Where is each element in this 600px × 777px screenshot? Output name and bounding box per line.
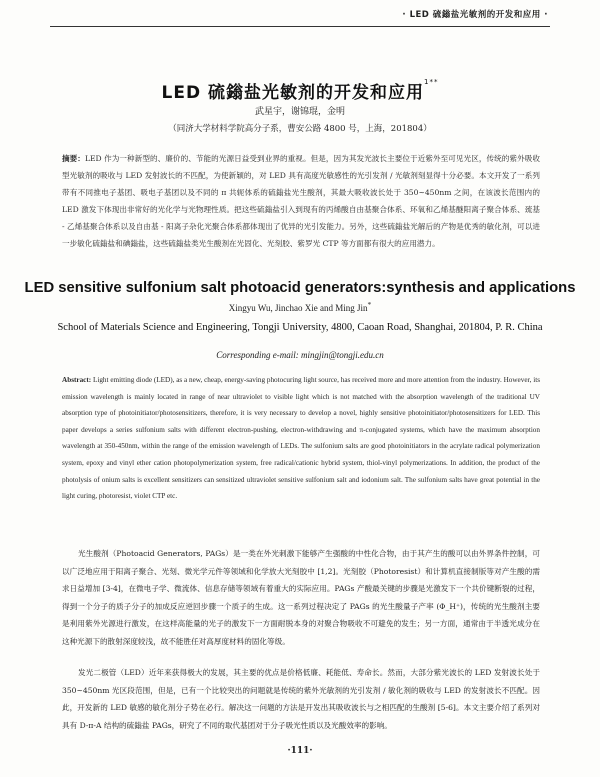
- running-header: · LED 硫鎓盐光敏剂的开发和应用 ·: [402, 10, 548, 20]
- english-abstract-label: Abstract:: [62, 376, 92, 384]
- chinese-abstract-text: LED 作为一种新型的、廉价的、节能的光源日益受到业界的重视。但是，因为其发光波长主要位于近紫外至可见光区，传统的紫外吸收型光敏剂的吸收与 LED 发射波长的不匹配，为使新颖的，对 LED 具有高度光敏感性的光引发剂 / 光敏剂刻显得十分必要。本文开发了一系列带有不同推电子基团、吸电子基团以及不同的 π 共轭体系的硫鎓盐光生酸剂，其最大吸收波长处于 350~450nm 之间，在该波长范围内的 LED 激发下体现出非常好的光化学与光物理性质。把这些硫鎓盐引入到现有的丙烯酸自由基聚合体系、环氧和乙烯基醚阳离子聚合体系、巯基 - 乙烯基聚合体系以及自由基 - 阳离子杂化光聚合体系都体现出了优异的光引发能力。另外，这些硫鎓盐光解后的产物是优秀的敏化剂，可以进一步敏化硫鎓盐和碘鎓盐，这些硫鎓盐类光生酸剂在光固化、光刻胶、紫罗光 CTP 等方面都有很大的应用潜力。: [62, 154, 540, 248]
- chinese-authors: 武星宇，谢锦琨，金明: [254, 107, 345, 117]
- chinese-affiliation: （同济大学材料学院高分子系，曹安公路 4800 号，上海，201804）: [168, 124, 432, 134]
- body-paragraph-1: 光生酸剂（Photoacid Generators, PAGs）是一类在外光刺激下能够产生强酸的中性化合物，由于其产生的酸可以由外界条件控制，可以广泛地应用于阳离子聚合、光刻、微光学元件等领域和化学放大光刻胶中 [1,2]。光刻胶（Photoresist）和计算机直接制版等对产生酸的需求日益增加 [3-4]，在微电子学、微流体、信息存储等领域有着重大的实际应用。PAGs 产酸最关键的步骤是光激发下一个共价键断裂的过程，得到一个分子的质子分子的加成反应逆回步骤一个质子的生成。这一系列过程决定了 PAGs 的光生酸量子产率 (Φ_H⁺)，传统的光生酸剂主要是利用紫外光源进行激发，在这样高能量的光子的激发下一方面耐脱本身的对聚合物吸收不可避免的发生；另一方面，通常由于半透光成分在这种光源下的散射深度较浅，故不能胜任对高厚度材料的固化等级。: [62, 549, 540, 646]
- chinese-abstract: [62, 150, 540, 252]
- corresponding-author-mark: *: [367, 300, 372, 309]
- english-title: LED sensitive sulfonium salt photoacid generators:synthesis and applications: [24, 280, 576, 296]
- chinese-abstract-label: 摘要：: [62, 154, 85, 163]
- english-affiliation: School of Materials Science and Engineering, Tongji University, 4800, Caoan Road, Shanghai, 201804, P. R. China: [57, 322, 543, 333]
- body-paragraph-2: 发光二极管（LED）近年来获得极大的发展，其主要的优点是价格低廉、耗能低、寿命长。然而，大部分紫光波长的 LED 发射波长处于 350~450nm 光区段范围，但是，已有一个比较突出的问题就是传统的紫外光敏剂的光引发剂 / 敏化剂的吸收与 LED 的发射波长不匹配。因此，开发新的 LED 敏感的敏化剂分子势在必行。解决这一问题的方法是开发出其吸收波长与之相匹配的生酸剂 [5-6]。本文主要介绍了系列对具有 D-π-A 结构的硫鎓盐 PAGs，研究了不同的取代基团对于分子吸光性质以及光酸效率的影响。: [62, 668, 540, 730]
- title-footnote-mark: 1**: [424, 78, 439, 86]
- english-abstract: [62, 372, 540, 505]
- page-number: ·111·: [287, 746, 313, 756]
- english-authors: [0, 300, 600, 313]
- chinese-title-text: LED 硫鎓盐光敏剂的开发和应用: [161, 83, 424, 103]
- chinese-title: [0, 78, 600, 103]
- english-abstract-text: Light emitting diode (LED), as a new, cheap, energy-saving photocuring light source, has received more and more attention from the industry. However, its emission wavelength is mainly located in range of near ultraviolet to visible light which is not matched with the absorption wavelength of the traditional UV absorption type of photoinitiator/photosensitizers, therefore, it is very necessary to develop a novel, highly sensitive photoinitiator/photosensitizers for LED. This paper develops a series sulfonium salts with different electron-pushing, electron-withdrawing and π-conjugated systems, which have the maximum absorption wavelength at 350-450nm, within the range of the emission wavelength of LEDs. The sulfonium salts are good photoinitiators in the acrylate radical polymerization system, epoxy and vinyl ether cation photopolymerization system, free radical/cationic hybrid system, thiol-vinyl polymerizations. In addition, the product of the photolysis of onium salts is excellent sensitizers can sensitized ultraviolet sensitive sulfonium salt and iodonium salt. The sulfonium salts have great potential in the light curing, photoresist, violet CTP etc.: [62, 376, 541, 501]
- english-authors-text: Xingyu Wu, Jinchao Xie and Ming Jin: [228, 303, 368, 313]
- corresponding-email: Corresponding e-mail: mingjin@tongji.edu.cn: [216, 350, 384, 360]
- header-rule: [50, 26, 550, 27]
